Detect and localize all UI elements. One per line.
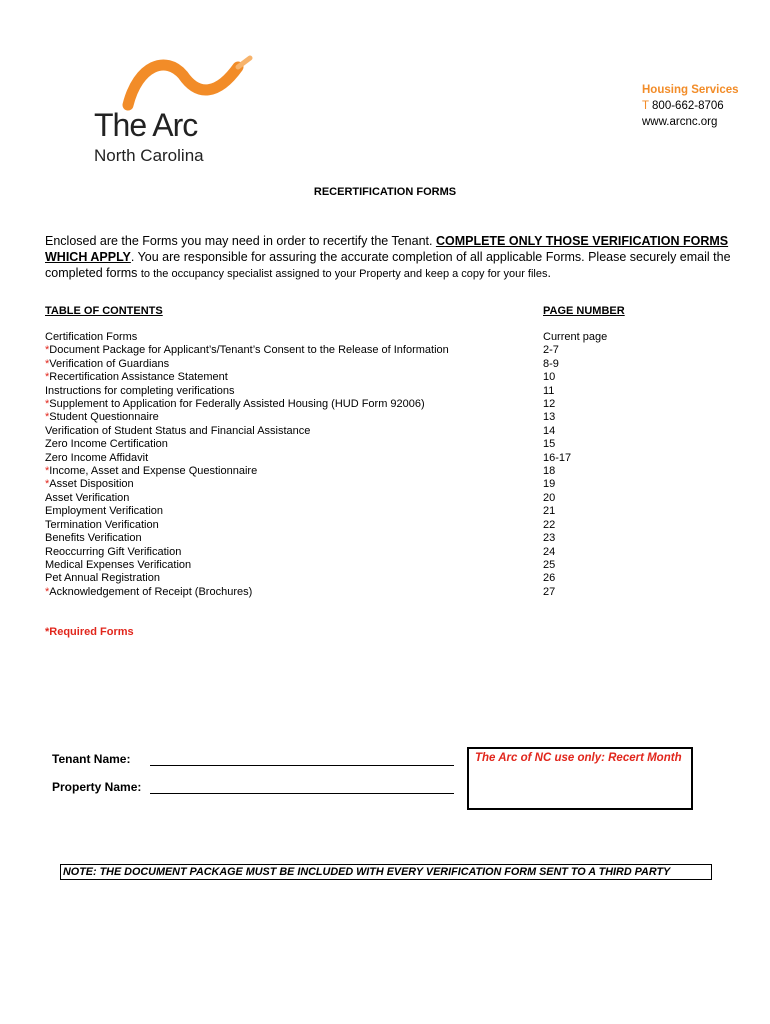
contact-block [642, 82, 739, 130]
required-forms-note: *Required Forms [45, 626, 134, 638]
toc-item-label: Income, Asset and Expense Questionnaire [49, 465, 258, 478]
required-marker: * [45, 344, 50, 357]
toc-item-page: 24 [543, 545, 556, 558]
phone-line [642, 98, 739, 114]
toc-item [45, 398, 449, 411]
recert-month-label: The Arc of NC use only: Recert Month [475, 752, 682, 764]
toc-item-page: 19 [543, 478, 556, 491]
toc-item-page: 20 [543, 491, 556, 504]
arc-swoosh-icon [88, 55, 268, 115]
property-name-label: Property Name: [52, 780, 142, 794]
toc-item-label: Certification Forms [45, 331, 138, 343]
toc-item-label: Benefits Verification [45, 532, 142, 545]
toc-item [45, 572, 449, 585]
property-name-field[interactable] [150, 793, 454, 794]
toc-item [45, 532, 449, 545]
toc-header: TABLE OF CONTENTS [45, 305, 163, 317]
toc-item-label: Asset Verification [45, 491, 130, 504]
page-title: RECERTIFICATION FORMS [313, 186, 457, 198]
toc-item-label: Medical Expenses Verification [45, 558, 192, 571]
toc-item [45, 358, 449, 371]
toc-item-page: 11 [543, 384, 555, 397]
toc-item-label: Reoccurring Gift Verification [45, 545, 182, 558]
page-number-header: PAGE NUMBER [543, 305, 625, 317]
toc-item [45, 438, 449, 451]
required-marker: * [45, 465, 50, 478]
tenant-name-field[interactable] [150, 765, 454, 766]
toc-item-label: Instructions for completing verifications [45, 384, 235, 397]
toc-item [45, 411, 449, 424]
toc-item-page: Current page [543, 331, 608, 343]
toc-item-label: Verification of Student Status and Financial Assistance [45, 424, 311, 437]
required-marker: * [45, 357, 50, 370]
toc-item-page: 16-17 [543, 451, 572, 464]
org-unit: Housing Services [642, 84, 739, 96]
toc-item-page: 12 [543, 398, 556, 411]
toc-item [45, 519, 449, 532]
intro-paragraph [45, 233, 735, 282]
intro-emphasis: COMPLETE ONLY THOSE VERIFICATION FORMS WHICH APPLY [45, 234, 729, 264]
toc-item-page: 18 [543, 465, 556, 478]
toc-item-page: 27 [543, 585, 556, 598]
toc-item-label: Pet Annual Registration [45, 572, 160, 585]
toc-pages [543, 331, 607, 599]
required-marker: * [45, 478, 50, 491]
toc-item-page: 26 [543, 572, 556, 585]
required-marker: * [45, 371, 50, 384]
document-package-note: NOTE: THE DOCUMENT PACKAGE MUST BE INCLUDED WITH EVERY VERIFICATION FORM SENT TO A THIRD PARTY [60, 864, 712, 880]
toc-item [45, 465, 449, 478]
toc-item-page: 23 [543, 532, 556, 545]
tenant-name-label: Tenant Name: [52, 752, 131, 766]
logo-title: The Arc [94, 107, 198, 143]
toc-item-label: Student Questionnaire [49, 411, 159, 424]
toc-item-page: 25 [543, 558, 556, 571]
toc-item [45, 492, 449, 505]
toc-item-label: Verification of Guardians [49, 357, 170, 370]
arc-logo [88, 55, 268, 170]
toc-item-label: Zero Income Affidavit [45, 451, 149, 464]
toc-item-page: 22 [543, 518, 556, 531]
website-link[interactable]: www.arcnc.org [642, 116, 718, 128]
toc-item-page: 21 [543, 505, 556, 518]
required-marker: * [45, 411, 50, 424]
toc-item [45, 331, 449, 344]
toc-item-label: Asset Disposition [49, 478, 134, 491]
toc-item-page: 15 [543, 438, 556, 451]
toc-item-label: Recertification Assistance Statement [49, 371, 228, 384]
intro-text-1: Enclosed are the Forms you may need in order to recertify the Tenant. [45, 234, 436, 248]
toc-item-label: Zero Income Certification [45, 438, 168, 451]
logo-subtitle: North Carolina [94, 146, 204, 165]
intro-text-4: . [547, 266, 551, 280]
toc-item [45, 344, 449, 357]
toc-item [45, 546, 449, 559]
phone-prefix: T [642, 100, 649, 112]
required-marker: * [45, 398, 50, 411]
toc-item-label: Document Package for Applicant’s/Tenant’s Consent to the Release of Information [49, 344, 449, 357]
toc-labels [45, 331, 449, 599]
toc-item [45, 559, 449, 572]
toc-item-label: Termination Verification [45, 518, 159, 531]
toc-item [45, 385, 449, 398]
required-marker: * [45, 585, 50, 598]
intro-text-2: . You are responsible for assuring the accurate completion of all applicable Forms. Please securely email the completed forms [45, 250, 731, 280]
toc-item-label: Supplement to Application for Federally Assisted Housing (HUD Form 92006) [49, 398, 425, 411]
toc-item-page: 14 [543, 424, 556, 437]
phone-number[interactable]: 800-662-8706 [652, 100, 724, 112]
intro-text-3: to the occupancy specialist assigned to your Property and keep a copy for your files [140, 268, 548, 280]
toc-item-page: 13 [543, 411, 556, 424]
toc-item [45, 452, 449, 465]
toc-item [45, 586, 449, 599]
toc-item [45, 371, 449, 384]
toc-item [45, 478, 449, 491]
toc-item-page: 2-7 [543, 344, 559, 357]
toc-item [45, 425, 449, 438]
toc-item-page: 8-9 [543, 357, 559, 370]
toc-item-label: Acknowledgement of Receipt (Brochures) [49, 585, 253, 598]
toc-item [45, 505, 449, 518]
recert-month-box[interactable] [467, 747, 693, 810]
toc-item-label: Employment Verification [45, 505, 163, 518]
toc-item-page: 10 [543, 371, 556, 384]
